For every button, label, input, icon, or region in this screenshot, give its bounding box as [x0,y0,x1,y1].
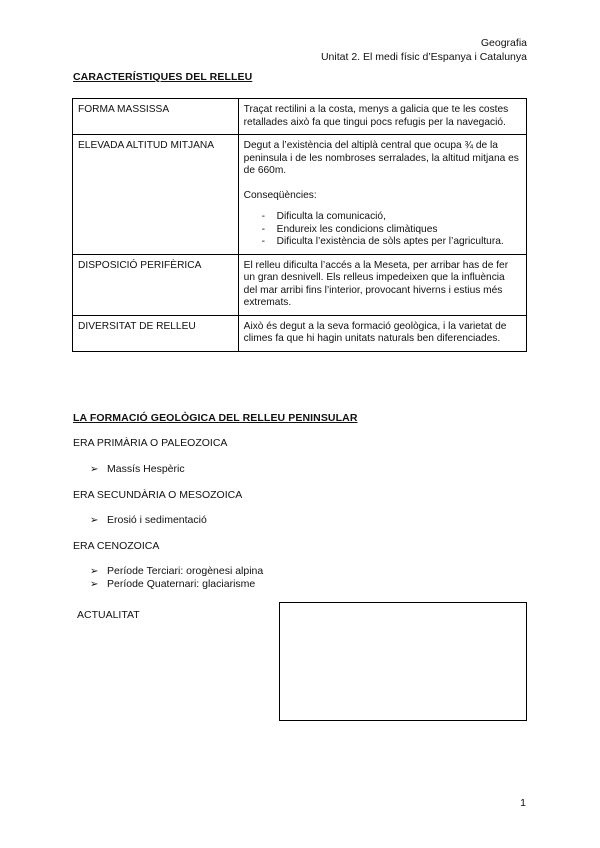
actualitat-label: ACTUALITAT [77,609,140,621]
header-unit: Unitat 2. El medi físic d’Espanya i Catalunya [320,51,527,63]
list-item: ➢ Massís Hespèric [90,463,185,476]
consequences-list [244,211,521,249]
era-bullet-list [90,514,207,527]
empty-image-box [279,602,527,721]
row-text: Degut a l’existència del altiplà central que ocupa ¾ de la peninsula i de les nombroses serralades, la altitud mitjana es de 660m. [243,140,519,176]
page-number: 1 [520,797,526,809]
row-text: Traçat rectilini a la costa, menys a galicia que te les costes retallades això fa que tingui pocs refugis per la navegació. [243,104,509,128]
era-bullet-list [90,463,185,476]
era-heading: ERA CENOZOICA [73,540,160,552]
table-row [73,254,527,315]
list-item: ➢ Erosió i sedimentació [90,514,207,527]
row-text: El relleu dificulta l’accés a la Meseta, per arribar has de fer un gran desnivell. Els relleus impedeixen que la influència del mar arribi fins l’interior, provocant hiverns i estius més extremats. [243,259,509,308]
relleu-table [72,98,527,352]
section-title-formacio: LA FORMACIÓ GEOLÒGICA DEL RELLEU PENINSULAR [73,412,358,424]
list-item: ➢ Període Quaternari: glaciarisme [90,578,263,591]
row-label: FORMA MASSISSA [73,99,239,135]
row-description [238,315,526,351]
row-label: ELEVADA ALTITUD MITJANA [73,135,239,255]
era-heading: ERA SECUNDÀRIA O MESOZOICA [73,489,243,501]
row-label: DISPOSICIÓ PERIFÈRICA [73,254,239,315]
list-item: - Dificulta la comunicació, [262,211,521,224]
era-bullet-list [90,565,263,591]
table-row [73,315,527,351]
row-description [238,254,526,315]
row-description [238,135,526,255]
row-label: DIVERSITAT DE RELLEU [73,315,239,351]
table-row [73,99,527,135]
section-title-caracteristiques: CARACTERÍSTIQUES DEL RELLEU [73,71,253,83]
consequences-title: Conseqüències: [243,189,317,201]
list-item: ➢ Període Terciari: orogènesi alpina [90,565,263,578]
row-text: Això és degut a la seva formació geològica, i la varietat de climes fa que hi hagin unitats naturals ben diferenciades. [243,320,507,344]
list-item: - Dificulta l’existència de sòls aptes per l’agricultura. [262,236,521,249]
table-row [73,135,527,255]
header-subject: Geografia [480,37,527,49]
row-description [238,99,526,135]
list-item: - Endureix les condicions climàtiques [262,224,521,237]
era-heading: ERA PRIMÀRIA O PALEOZOICA [73,437,228,449]
